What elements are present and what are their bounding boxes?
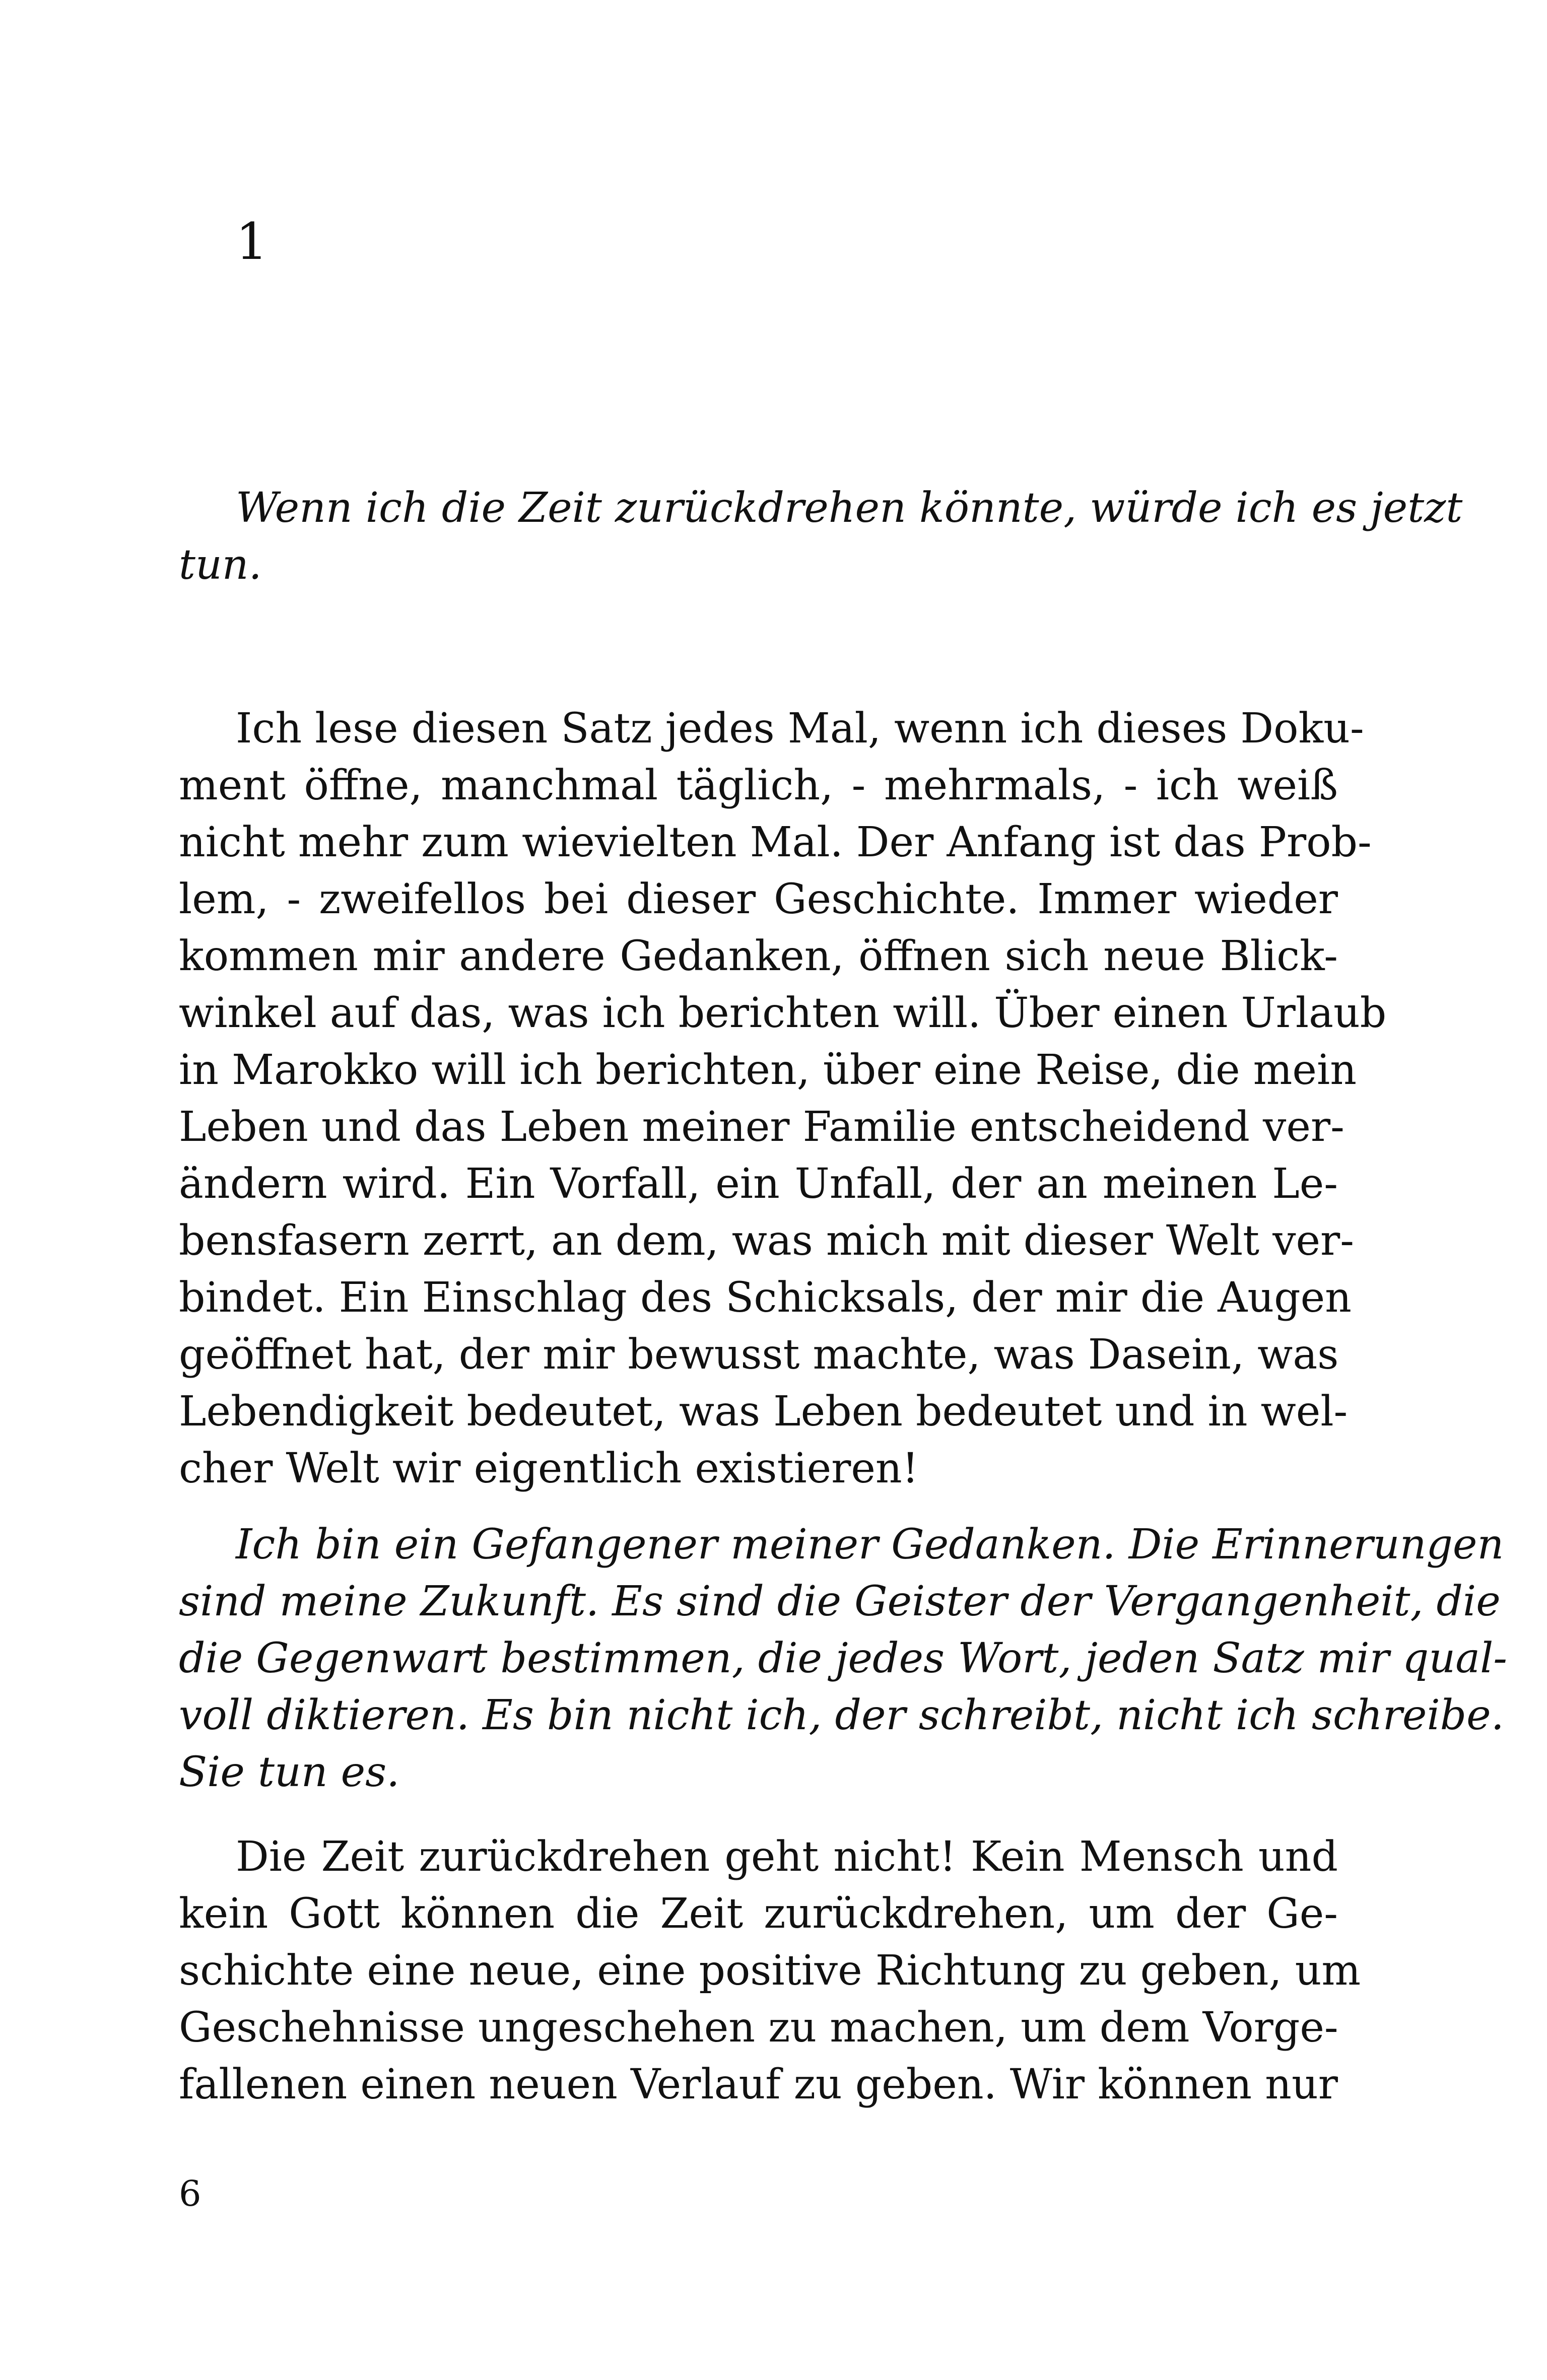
paragraph-line: lem, - zweifellos bei dieser Geschichte. Immer wieder (179, 875, 1338, 923)
epigraph-line: Wenn ich die Zeit zurückdrehen könnte, würde ich es jetzt (236, 484, 1463, 532)
page-number: 6 (179, 2173, 201, 2214)
paragraph-2-italic (179, 1516, 1508, 1801)
paragraph-line: kommen mir andere Gedanken, öffnen sich neue Blick- (179, 932, 1338, 980)
paragraph-1 (179, 700, 1387, 1497)
paragraph-line: in Marokko will ich berichten, über eine Reise, die mein (179, 1046, 1357, 1094)
paragraph-line: Lebendigkeit bedeutet, was Leben bedeutet und in wel- (179, 1388, 1348, 1436)
paragraph-line: ment öffne, manchmal täglich, - mehrmals, - ich weiß (179, 762, 1338, 809)
paragraph-line: Ich bin ein Gefangener meiner Gedanken. Die Erinnerungen (236, 1521, 1504, 1569)
chapter-number: 1 (236, 212, 268, 271)
paragraph-line: fallenen einen neuen Verlauf zu geben. Wir können nur (179, 2061, 1338, 2109)
paragraph-line: geöffnet hat, der mir bewusst machte, was Dasein, was (179, 1331, 1339, 1379)
paragraph-line: bensfasern zerrt, an dem, was mich mit dieser Welt ver- (179, 1217, 1354, 1265)
paragraph-line: Ich lese diesen Satz jedes Mal, wenn ich dieses Doku- (236, 705, 1364, 753)
paragraph-line: bindet. Ein Einschlag des Schicksals, der mir die Augen (179, 1274, 1352, 1322)
paragraph-line: kein Gott können die Zeit zurückdrehen, um der Ge- (179, 1890, 1338, 1938)
paragraph-line: voll diktieren. Es bin nicht ich, der schreibt, nicht ich schreibe. (179, 1691, 1504, 1739)
paragraph-line: Sie tun es. (179, 1748, 400, 1796)
paragraph-line: Geschehnisse ungeschehen zu machen, um dem Vorge- (179, 2004, 1338, 2052)
paragraph-line: cher Welt wir eigentlich existieren! (179, 1445, 919, 1492)
paragraph-line: nicht mehr zum wievielten Mal. Der Anfang ist das Prob- (179, 819, 1372, 866)
paragraph-line: Leben und das Leben meiner Familie entscheidend ver- (179, 1103, 1344, 1151)
paragraph-line: die Gegenwart bestimmen, die jedes Wort, jeden Satz mir qual- (179, 1635, 1508, 1682)
epigraph-line: tun. (179, 541, 262, 589)
paragraph-line: winkel auf das, was ich berichten will. Über einen Urlaub (179, 989, 1387, 1037)
epigraph (179, 480, 1463, 593)
paragraph-3 (179, 1828, 1361, 2113)
paragraph-line: schichte eine neue, eine positive Richtung zu geben, um (179, 1947, 1361, 1995)
paragraph-line: ändern wird. Ein Vorfall, ein Unfall, der an meinen Le- (179, 1160, 1338, 1208)
paragraph-line: Die Zeit zurückdrehen geht nicht! Kein Mensch und (236, 1833, 1338, 1881)
paragraph-line: sind meine Zukunft. Es sind die Geister der Vergangenheit, die (179, 1578, 1501, 1625)
